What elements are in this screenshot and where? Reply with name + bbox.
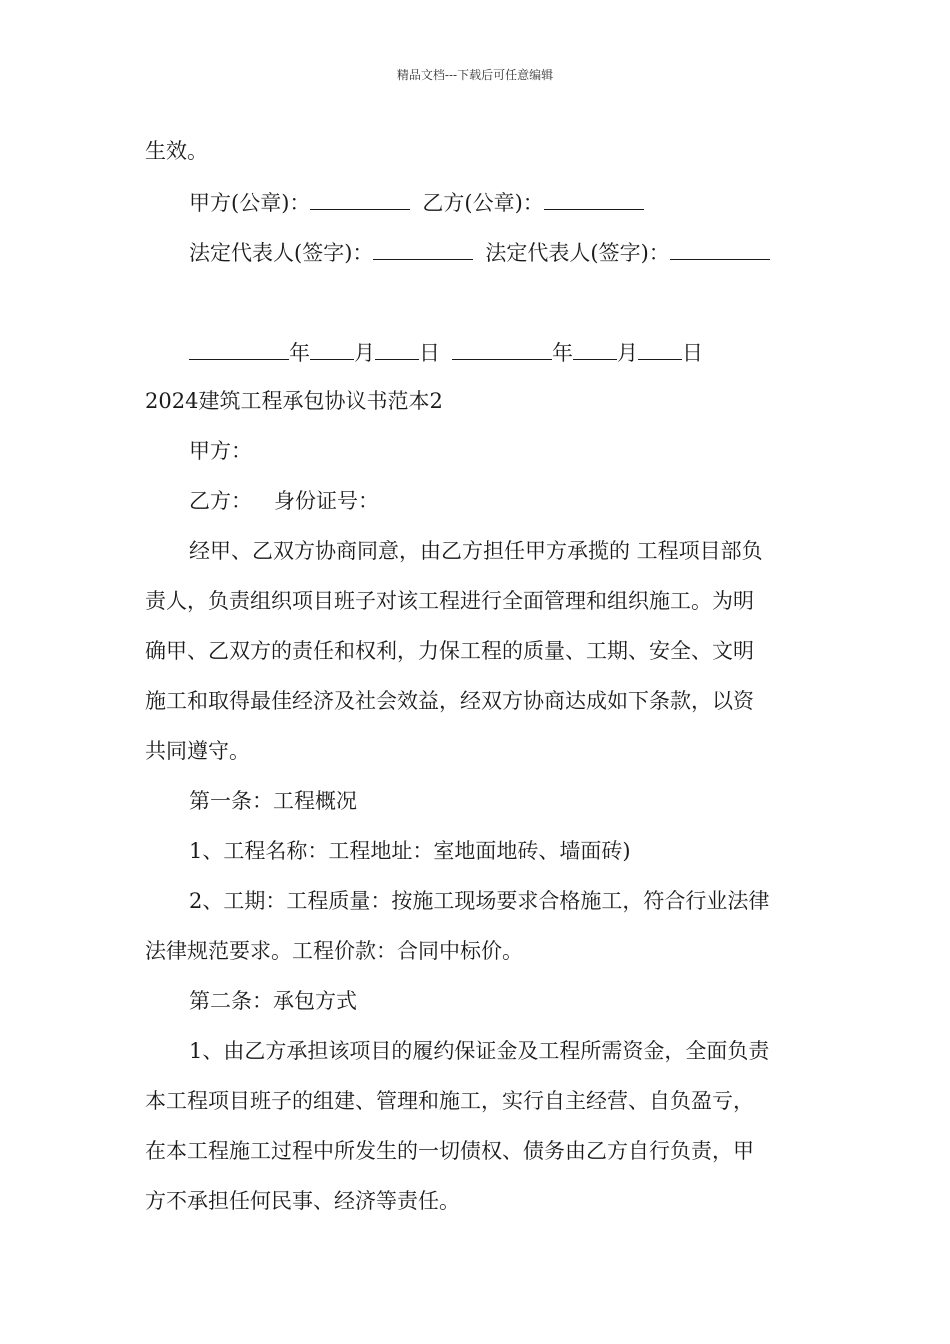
page-header: 精品文档---下载后可任意编辑 (396, 68, 554, 82)
article-heading: 第一条：工程概况 (189, 789, 357, 813)
year-label: 年 (289, 341, 310, 365)
day-label: 日 (682, 341, 703, 365)
paragraph-line: 经甲、乙双方协商同意，由乙方担任甲方承揽的 工程项目部负 (189, 539, 763, 563)
rep-b-label: 法定代表人(签字)： (485, 241, 670, 265)
section-title: 2024建筑工程承包协议书范本2 (145, 389, 443, 413)
party-a-line: 甲方： (189, 439, 252, 463)
paragraph-line: 共同遵守。 (145, 739, 250, 763)
seal-line (189, 191, 644, 214)
signature-blank (373, 241, 473, 260)
id-number-label: 身份证号： (274, 489, 379, 513)
list-item: 2、工期：工程质量：按施工现场要求合格施工，符合行业法律 (189, 889, 770, 913)
month-blank (310, 341, 354, 360)
list-item-continued: 本工程项目班子的组建、管理和施工，实行自主经营、自负盈亏， (145, 1089, 754, 1113)
paragraph-line: 确甲、乙双方的责任和权利，力保工程的质量、工期、安全、文明 (145, 639, 754, 663)
list-item-continued: 在本工程施工过程中所发生的一切债权、债务由乙方自行负责，甲 (145, 1139, 754, 1163)
list-item-continued: 方不承担任何民事、经济等责任。 (145, 1189, 460, 1213)
text-line: 生效。 (145, 139, 208, 163)
signature-blank (670, 241, 770, 260)
list-item-continued: 法律规范要求。工程价款：合同中标价。 (145, 939, 523, 963)
paragraph-line: 施工和取得最佳经济及社会效益，经双方协商达成如下条款，以资 (145, 689, 754, 713)
list-item: 1、工程名称：工程地址：室地面地砖、墙面砖) (189, 839, 631, 863)
year-blank (452, 341, 552, 360)
day-blank (375, 341, 419, 360)
list-item: 1、由乙方承担该项目的履约保证金及工程所需资金，全面负责 (189, 1039, 770, 1063)
rep-line (189, 241, 770, 264)
article-heading: 第二条：承包方式 (189, 989, 357, 1013)
party-b-label: 乙方： (189, 489, 252, 513)
year-blank (189, 341, 289, 360)
month-blank (573, 341, 617, 360)
day-label: 日 (419, 341, 440, 365)
day-blank (638, 341, 682, 360)
signature-blank (310, 191, 410, 210)
rep-a-label: 法定代表人(签字)： (189, 241, 374, 265)
year-label: 年 (552, 341, 573, 365)
month-label: 月 (354, 341, 375, 365)
paragraph-line: 责人，负责组织项目班子对该工程进行全面管理和组织施工。为明 (145, 589, 754, 613)
party-b-seal-label: 乙方(公章)： (422, 191, 544, 215)
party-b-line (189, 491, 379, 512)
signature-blank (544, 191, 644, 210)
month-label: 月 (617, 341, 638, 365)
party-a-seal-label: 甲方(公章)： (189, 191, 311, 215)
date-line (189, 341, 703, 364)
